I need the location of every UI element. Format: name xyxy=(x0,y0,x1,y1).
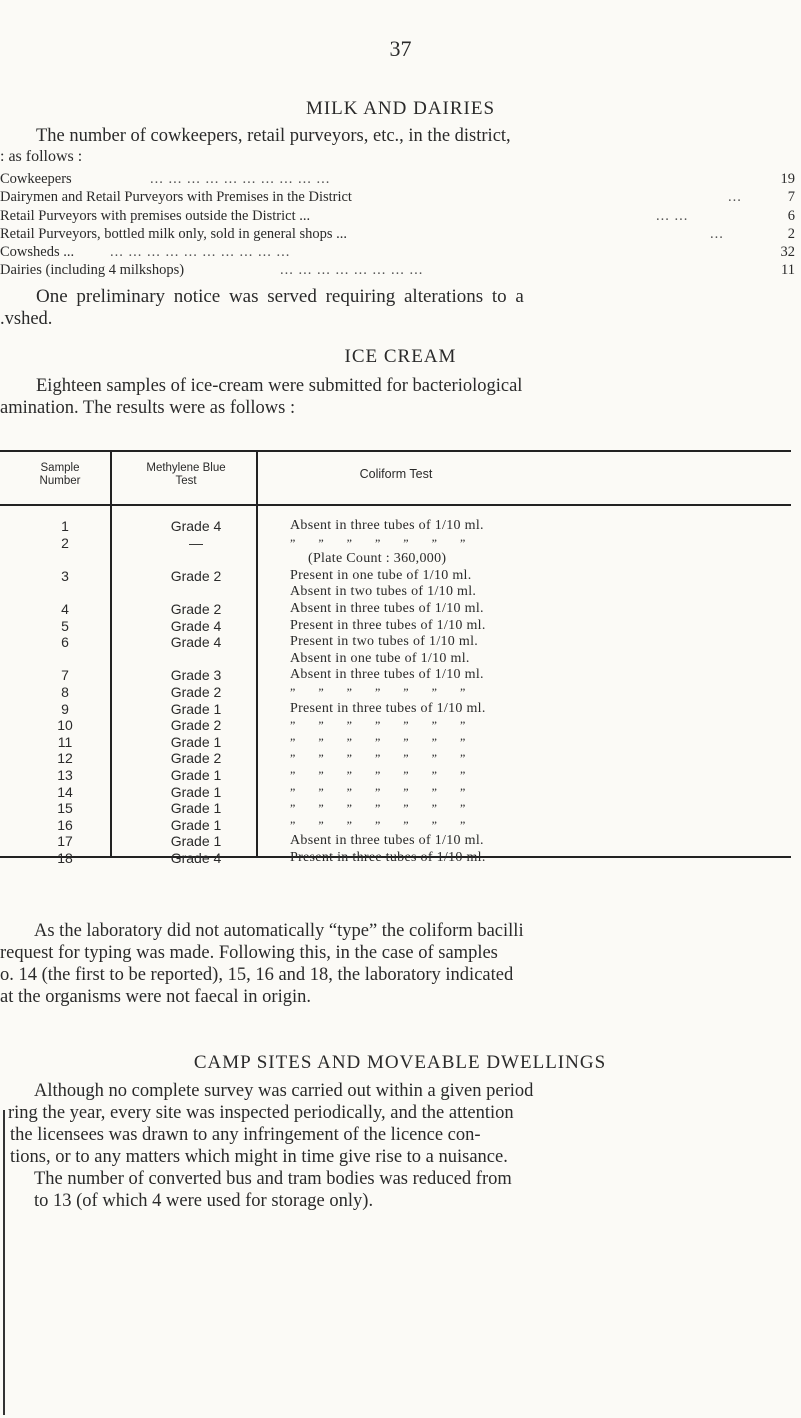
list-item xyxy=(0,243,795,261)
ice-cream-after-line-2: request for typing was made. Following this, in the case of samples xyxy=(0,943,498,963)
leader-dots: ... ... xyxy=(656,207,689,224)
milk-notice-line-1: One preliminary notice was served requiring alterations to a xyxy=(36,286,524,307)
methylene-blue-grade-cell: Grade 2 xyxy=(170,601,222,617)
sample-number-cell: 12 xyxy=(57,750,73,767)
sample-number-cell: 13 xyxy=(57,767,73,783)
leader-dots: ... xyxy=(728,189,742,206)
list-item-label: Dairymen and Retail Purveyors with Premises in the District xyxy=(0,189,352,206)
sample-number-cell: 6 xyxy=(61,634,69,651)
ice-cream-after-line-4: at the organisms were not faecal in origin. xyxy=(0,987,311,1007)
sample-number-cell: 10 xyxy=(57,717,73,734)
coliform-result-cell: ” ” ” ” ” ” ” xyxy=(290,718,466,733)
list-item-value: 11 xyxy=(781,262,795,279)
coliform-result-cell: Present in three tubes of 1/10 ml. xyxy=(290,700,486,716)
coliform-result-cell: ” ” ” ” ” ” ” xyxy=(290,801,466,816)
page-number: 37 xyxy=(389,36,412,61)
list-item xyxy=(0,261,795,279)
list-item xyxy=(0,188,795,206)
methylene-blue-grade-cell: — xyxy=(189,534,203,551)
sample-number-cell: 3 xyxy=(61,567,69,584)
sample-number-cell: 11 xyxy=(57,733,73,750)
camp-sites-line-6: to 13 (of which 4 were used for storage only). xyxy=(34,1191,374,1211)
coliform-result-cell: ” ” ” ” ” ” ” xyxy=(290,784,466,799)
list-item xyxy=(0,207,795,225)
coliform-result-cell: Present in three tubes of 1/10 ml. xyxy=(290,617,486,633)
sample-number-cell: 1 xyxy=(61,518,69,534)
sample-number-cell: 18 xyxy=(57,850,73,866)
header-sample-number: Sample Number xyxy=(39,462,81,487)
coliform-result-cell: Absent in three tubes of 1/10 ml. xyxy=(290,601,484,616)
camp-sites-line-4: tions, or to any matters which might in time give rise to a nuisance. xyxy=(10,1147,508,1167)
list-item xyxy=(0,225,795,243)
sample-number-cell: 4 xyxy=(61,601,69,617)
list-item-value: 6 xyxy=(787,207,795,224)
coliform-result-cell: ” ” ” ” ” ” ” xyxy=(290,768,466,782)
list-item-value: 7 xyxy=(787,189,795,206)
milk-intro-line-2: : as follows : xyxy=(0,148,83,165)
methylene-blue-grade-cell: Grade 1 xyxy=(170,833,222,850)
coliform-result-cell: Absent in three tubes of 1/10 ml. xyxy=(290,667,484,683)
milk-intro-line-1: The number of cowkeepers, retail purveyors, etc., in the district, xyxy=(36,126,511,146)
coliform-result-cell: Absent in two tubes of 1/10 ml. xyxy=(290,584,477,600)
coliform-result-cell: ” ” ” ” ” ” ” xyxy=(290,751,466,766)
methylene-blue-grade-cell: Grade 4 xyxy=(170,634,222,651)
methylene-blue-grade-cell: Grade 1 xyxy=(170,800,222,817)
leader-dots: ... ... ... ... ... ... ... ... xyxy=(280,262,424,279)
column-divider xyxy=(256,452,258,856)
leader-dots: ... xyxy=(710,225,724,242)
list-item-label: Retail Purveyors, bottled milk only, sold in general shops ... xyxy=(0,225,348,242)
ice-cream-after-line-3: o. 14 (the first to be reported), 15, 16 and 18, the laboratory indicated xyxy=(0,965,514,985)
sample-number-cell: 15 xyxy=(57,800,73,817)
coliform-result-cell: ” ” ” ” ” ” ” xyxy=(290,535,466,550)
leader-dots: ... ... ... ... ... ... ... ... ... ... xyxy=(150,171,331,187)
methylene-blue-grade-cell: Grade 4 xyxy=(170,518,222,534)
list-item-value: 32 xyxy=(780,244,795,261)
sample-number-cell: 14 xyxy=(57,783,73,800)
ice-cream-after-line-1: As the laboratory did not automatically “type” the coliform bacilli xyxy=(34,921,524,941)
sample-number-cell: 17 xyxy=(57,833,73,850)
camp-sites-heading: CAMP SITES AND MOVEABLE DWELLINGS xyxy=(193,1052,607,1073)
camp-sites-line-5: The number of converted bus and tram bodies was reduced from xyxy=(34,1169,512,1189)
sample-number-cell: 9 xyxy=(61,700,69,717)
sample-number-cell: 8 xyxy=(61,684,69,700)
coliform-result-cell: ” ” ” ” ” ” ” xyxy=(290,734,466,749)
methylene-blue-grade-cell: Grade 1 xyxy=(170,783,222,800)
page-edge-rule xyxy=(3,1110,5,1415)
methylene-blue-grade-cell: Grade 2 xyxy=(170,567,222,584)
list-item-label: Cowkeepers xyxy=(0,171,72,187)
milk-heading: MILK AND DAIRIES xyxy=(305,98,496,119)
camp-sites-line-2: ring the year, every site was inspected periodically, and the attention xyxy=(8,1103,514,1123)
camp-sites-line-1: Although no complete survey was carried out within a given period xyxy=(34,1081,534,1101)
coliform-result-cell: Absent in three tubes of 1/10 ml. xyxy=(290,518,484,533)
list-item xyxy=(0,170,795,188)
methylene-blue-grade-cell: Grade 1 xyxy=(170,733,222,750)
ice-cream-table xyxy=(0,450,791,866)
list-item-label: Dairies (including 4 milkshops) xyxy=(0,262,185,279)
list-item-label: Retail Purveyors with premises outside the District ... xyxy=(0,207,311,224)
methylene-blue-grade-cell: Grade 4 xyxy=(170,850,222,866)
milk-list xyxy=(0,170,795,280)
sample-number-cell: 7 xyxy=(61,667,69,684)
column-divider xyxy=(110,452,112,856)
ice-cream-heading: ICE CREAM xyxy=(344,346,457,367)
coliform-result-cell: Absent in one tube of 1/10 ml. xyxy=(290,650,470,666)
coliform-result-cell: Present in one tube of 1/10 ml. xyxy=(290,567,472,583)
ice-cream-intro-line-1: Eighteen samples of ice-cream were submitted for bacteriological xyxy=(36,376,523,396)
methylene-blue-grade-cell: Grade 2 xyxy=(170,750,222,767)
sample-number-cell: 5 xyxy=(61,617,69,634)
header-divider xyxy=(0,504,791,506)
coliform-result-cell: Present in three tubes of 1/10 ml. xyxy=(290,850,486,865)
list-item-value: 19 xyxy=(780,171,795,187)
leader-dots: ... ... ... ... ... ... ... ... ... ... xyxy=(110,244,291,261)
list-item-label: Cowsheds ... xyxy=(0,244,75,261)
ice-cream-intro-line-2: amination. The results were as follows : xyxy=(0,398,296,418)
header-methylene-blue-test: Methylene Blue Test xyxy=(146,462,226,487)
sample-number-cell: 2 xyxy=(61,534,69,551)
coliform-result-cell: ” ” ” ” ” ” ” xyxy=(290,685,466,699)
methylene-blue-grade-cell: Grade 1 xyxy=(170,816,222,833)
sample-number-cell: 16 xyxy=(57,816,73,833)
coliform-result-cell: ” ” ” ” ” ” ” xyxy=(290,817,466,832)
header-coliform-test: Coliform Test xyxy=(359,467,433,481)
coliform-result-cell: Absent in three tubes of 1/10 ml. xyxy=(290,833,484,849)
methylene-blue-grade-cell: Grade 1 xyxy=(170,767,222,783)
camp-sites-line-3: the licensees was drawn to any infringement of the licence con- xyxy=(10,1125,481,1145)
list-item-value: 2 xyxy=(787,225,795,242)
methylene-blue-grade-cell: Grade 2 xyxy=(170,717,222,734)
milk-notice-line-2: .vshed. xyxy=(0,309,53,329)
methylene-blue-grade-cell: Grade 4 xyxy=(170,617,222,634)
coliform-result-cell: Present in two tubes of 1/10 ml. xyxy=(290,634,479,650)
methylene-blue-grade-cell: Grade 1 xyxy=(170,700,222,717)
methylene-blue-grade-cell: Grade 3 xyxy=(170,667,222,684)
methylene-blue-grade-cell: Grade 2 xyxy=(170,684,222,700)
coliform-result-cell: (Plate Count : 360,000) xyxy=(308,551,447,567)
